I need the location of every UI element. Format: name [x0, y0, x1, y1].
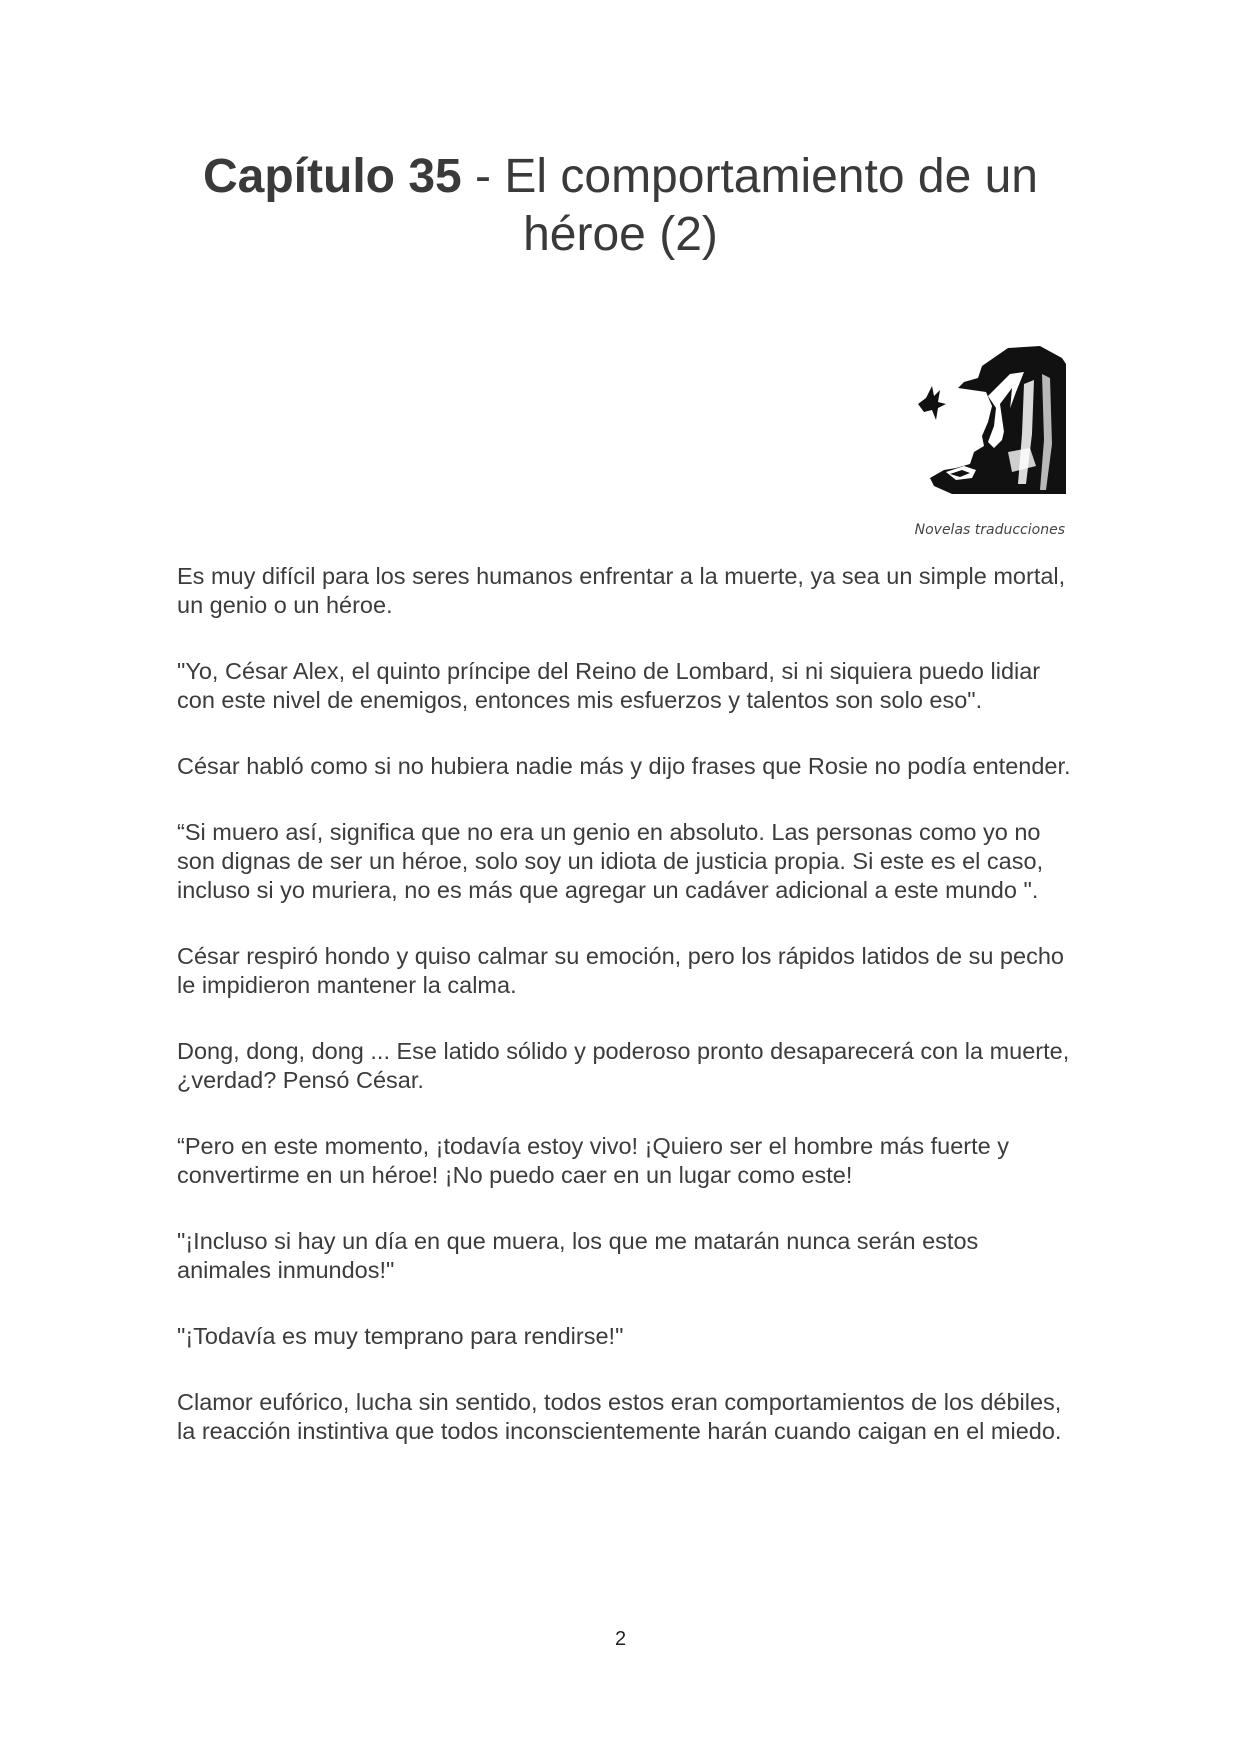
- chapter-title: [120, 148, 1121, 264]
- paragraph: Clamor eufórico, lucha sin sentido, todos estos eran comportamientos de los débiles, la reacción instintiva que todos inconscientemente harán cuando caigan en el miedo.: [177, 1389, 1062, 1444]
- paragraph: "¡Incluso si hay un día en que muera, los que me matarán nunca serán estos animales inmundos!": [177, 1228, 979, 1283]
- paragraph: "¡Todavía es muy temprano para rendirse!": [177, 1323, 624, 1349]
- chapter-title-line1: - El comportamiento de un: [461, 150, 1038, 203]
- paragraph: Dong, dong, dong ... Ese latido sólido y poderoso pronto desaparecerá con la muerte, ¿verdad? Pensó César.: [177, 1038, 1070, 1093]
- paragraph: "Yo, César Alex, el quinto príncipe del Reino de Lombard, si ni siquiera puedo lidiar con este nivel de enemigos, entonces mis esfuerzos y talentos son solo eso".: [177, 658, 1041, 713]
- chapter-title-line2: héroe (2): [523, 208, 718, 261]
- body-text: [177, 562, 1077, 1483]
- hooded-figure-with-bird-icon: [912, 344, 1066, 494]
- chapter-number: Capítulo 35: [203, 150, 462, 203]
- page-number: 2: [614, 1628, 627, 1650]
- paragraph: “Si muero así, significa que no era un genio en absoluto. Las personas como yo no son dignas de ser un héroe, solo soy un idiota de justicia propia. Si este es el caso, incluso si yo muriera, no es más que agregar un cadáver adicional a este mundo ".: [177, 819, 1044, 903]
- paragraph: César habló como si no hubiera nadie más y dijo frases que Rosie no podía entender.: [177, 753, 1071, 779]
- paragraph: Es muy difícil para los seres humanos enfrentar a la muerte, ya sea un simple mortal, un genio o un héroe.: [177, 563, 1066, 618]
- paragraph: “Pero en este momento, ¡todavía estoy vivo! ¡Quiero ser el hombre más fuerte y convertirme en un héroe! ¡No puedo caer en un lugar como este!: [177, 1133, 1010, 1188]
- paragraph: César respiró hondo y quiso calmar su emoción, pero los rápidos latidos de su pecho le impidieron mantener la calma.: [177, 943, 1064, 998]
- logo-caption: Novelas traducciones: [914, 522, 1065, 538]
